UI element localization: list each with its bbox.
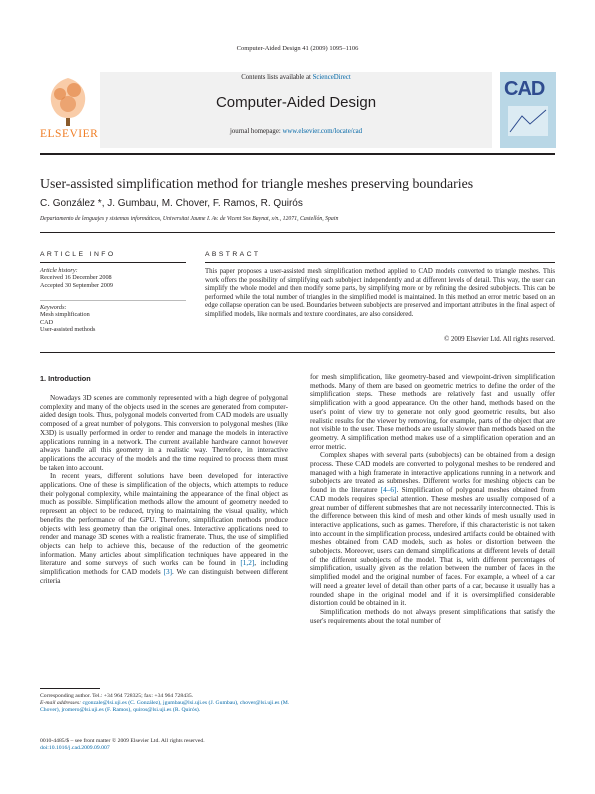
- header-divider: [40, 153, 555, 155]
- email-label: E-mail addresses:: [40, 700, 83, 706]
- paragraph-text: In recent years, different solutions have been developed for interactive applications. One of these is simplification of the objects, which attempts to reduce their polygonal complexity, while maintaining the appearance of the final object as much as possible. Simplification methods allow the amount of geometry needed to represent an object to be reduced, trying to maintaining the visual quality, which benefits the performance of the GPU. Therefore, simplification methods produce objects with less geometry than the original ones. Interactive applications need to render and manage 3D scenes with a realistic framerate. Thus, the use of simplified objects can help to achieve this, because of the reduction of the geometric information. Many articles about simplification techniques have appeared in the literature and some surveys of such works can be found in: [40, 472, 288, 568]
- accepted-date: Accepted 30 September 2009: [40, 281, 114, 289]
- contents-prefix: Contents lists available at: [241, 74, 313, 81]
- sciencedirect-link[interactable]: ScienceDirect: [312, 74, 351, 81]
- reference-link[interactable]: [1,2]: [240, 559, 255, 568]
- footnote-block: [40, 693, 300, 714]
- doi-link[interactable]: doi:10.1016/j.cad.2009.09.007: [40, 745, 110, 751]
- paragraph: [310, 451, 555, 608]
- homepage-link[interactable]: www.elsevier.com/locate/cad: [282, 128, 363, 135]
- paragraph: Simplification methods do not always present simplifications that satisfy the user's requirements about the total number of: [310, 607, 555, 625]
- paragraph-text: Complex shapes with several parts (subobjects) can be obtained from a design process. These CAD models are converted to polygonal meshes to be rendered and managed with a high framerate in interactive applications running in a network and subobjects are treated as submeshes. Different works for meshing objects can be found in the literature: [310, 451, 555, 495]
- abstract-copyright: © 2009 Elsevier Ltd. All rights reserved.: [444, 336, 555, 343]
- publisher-name: ELSEVIER: [40, 128, 99, 140]
- article-title: User-assisted simplification method for triangle meshes preserving boundaries: [40, 176, 474, 191]
- received-date: Received 16 December 2008: [40, 274, 112, 282]
- corresponding-author-note: Corresponding author. Tel.: +34 964 728325; fax: +34 964 728435.: [40, 693, 194, 699]
- issn-block: [40, 738, 205, 752]
- author-affiliation: Departamento de lenguajes y sistemas informáticos, Universitat Jaume I. Av. de Vicent Sos Baynat, s/n., 12071, Castellón, Spain: [40, 216, 339, 222]
- homepage-prefix: journal homepage:: [229, 128, 283, 135]
- article-authors: C. González *, J. Gumbau, M. Chover, F. Ramos, R. Quirós: [40, 198, 303, 209]
- article-history: [40, 267, 186, 289]
- keywords-label: Keywords:: [40, 304, 67, 311]
- paragraph: Nowadays 3D scenes are commonly represented with a high degree of polygonal complexity and many of the objects used in the scenes are generated from computer-aided design tools. Thus, polygonal models converted from CAD models are usually composed of a great number of polygons. This conversion to polygonal meshes (like X3D) is usually performed in order to render and manage the models in interactive applications running in a network. The current available hardware cannot however always handle all this geometry in a realistic way. Therefore, in interactive applications the accuracy of the models and the time required to process them must be taken into account.: [40, 394, 288, 472]
- journal-citation: Computer-Aided Design 41 (2009) 1095–1106: [236, 45, 359, 52]
- article-info-heading: ARTICLE INFO: [40, 251, 116, 258]
- body-column-left: [40, 394, 288, 585]
- paragraph-text: , including simplification methods for CAD models: [40, 559, 289, 577]
- cover-title: CAD: [504, 78, 545, 100]
- keywords-rule: [40, 300, 186, 301]
- keyword-item: Mesh simplification: [40, 311, 90, 319]
- keyword-item: CAD: [40, 318, 54, 326]
- contents-line: [100, 74, 492, 81]
- reference-link[interactable]: [4–6]: [380, 486, 397, 495]
- journal-homepage: [100, 128, 492, 135]
- issn-line: 0010-4485/$ – see front matter © 2009 Elsevier Ltd. All rights reserved.: [40, 738, 205, 744]
- footnote-rule: [40, 688, 100, 689]
- article-info-rule: [40, 262, 186, 263]
- journal-title: Computer-Aided Design: [215, 94, 377, 111]
- email-links[interactable]: cgonzale@lsi.uji.es (C. González), jgumbau@lsi.uji.es (J. Gumbau), chover@lsi.uji.es (M. Chover), jromero@lsi.uji.es (F. Ramos), quiros@lsi.uji.es (R. Quirós).: [40, 700, 290, 713]
- keyword-item: User-assisted methods: [40, 326, 96, 334]
- reference-link[interactable]: [3]: [163, 568, 172, 577]
- keywords-block: [40, 304, 186, 334]
- history-label: Article history:: [40, 267, 78, 274]
- paragraph: for mesh simplification, like geometry-based and viewpoint-driven simplification methods. Many of them are based on geometric metrics to define the order of the simplification steps. These methods are relatively fast and usually offer simplification with a good appearance. On the other hand, methods based on the user's point of view try to generate not only good geometric results, but also realistic results for the viewer by removing, for example, parts of the object that are not visible to the user. These methods are usually slower than methods based on the geometry. A simplification method makes use of a simplification operation and an error metric.: [310, 373, 555, 451]
- affiliation-divider: [40, 232, 555, 233]
- paragraph-text: . We can distinguish between different criteria: [40, 568, 289, 585]
- section-heading-introduction: 1. Introduction: [40, 374, 91, 383]
- paragraph: [40, 472, 288, 585]
- abstract-rule: [205, 262, 555, 263]
- paragraph-text: . Simplification of polygonal meshes obtained from CAD models requires special attention. These meshes are usually composed of a great number of different submeshes that are not necessarily interconnected. This is the difference between this kind of mesh and other kinds of mesh usually used in interactive applications, such as games. Therefore, if this characteristic is not taken into account in the simplification process, undesired artifacts could be obtained with meshes obtained from CAD models, such as holes or distortion between the subobjects. Moreover, users can demand simplifications at different levels of detail of the different subobjects of the model. That is, with different percentages of simplification, usually given as the relation between the number of faces in the simplified model and the original number of faces. For example, a wheel of a car will need a greater level of detail than other parts of a car, because it usually has a rounded shape in the original model and if it is oversimplified considerable distortion could be obtained in it.: [310, 486, 555, 608]
- abstract-heading: ABSTRACT: [205, 251, 261, 258]
- body-column-right: [310, 373, 555, 625]
- abstract-divider: [40, 352, 555, 353]
- email-addresses: [40, 700, 300, 714]
- abstract-text: This paper proposes a user-assisted mesh simplification method applied to CAD models converted to triangle meshes. This work offers the possibility of simplifying each subobject independently and at different levels of detail. This way, the user can simplify the whole model and then modify some parts, by simplifying more or by refining the desired subobjects. This can be performed while the total number of triangles in the simplified model is maintained. In this method an error metric based on an edge collapse operation can be used. Boundaries between subobjects are preserved and important attributes in the final aspect of simplified models, like normals and texture coordinates, are also considered.: [205, 268, 555, 318]
